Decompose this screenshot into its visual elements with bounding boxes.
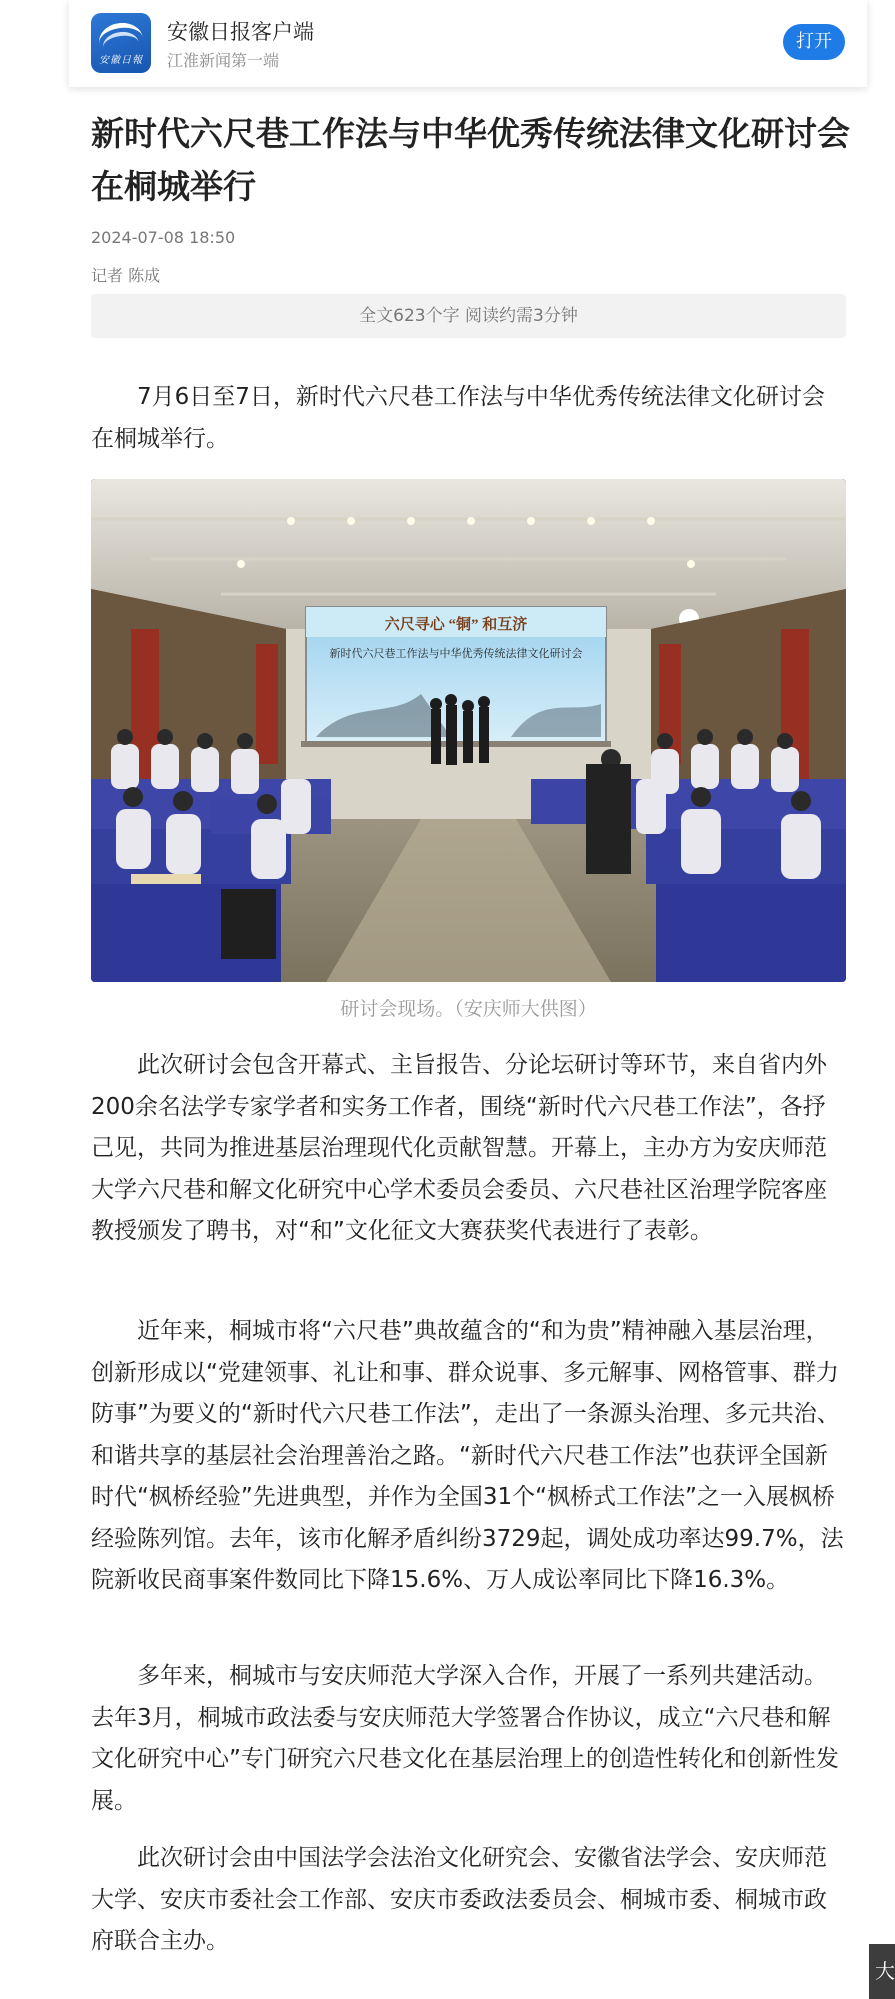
app-download-banner <box>69 0 867 87</box>
screen-subtitle: 新时代六尺巷工作法与中华优秀传统法律文化研讨会 <box>329 648 583 660</box>
photo-caption: 研讨会现场。（安庆师大供图） <box>340 998 597 1020</box>
article-paragraph: 此次研讨会由中国法学会法治文化研究会、安徽省法学会、安庆师范大学、安庆市委社会工作部、安庆市委政法委员会、桐城市委、桐城市政府联合主办。 <box>91 1845 827 1954</box>
open-app-button[interactable]: 打开 <box>783 24 845 60</box>
publish-date: 2024-07-08 18:50 <box>91 228 236 247</box>
app-logo <box>91 13 151 73</box>
app-slogan: 江淮新闻第一端 <box>167 51 280 70</box>
reading-info-bar: 全文623个字 阅读约需3分钟 <box>91 294 846 338</box>
article-paragraph: 此次研讨会包含开幕式、主旨报告、分论坛研讨等环节，来自省内外200余名法学专家学者和实务工作者，围绕“新时代六尺巷工作法”，各抒己见，共同为推进基层治理现代化贡献智慧。开幕上，主办方为安庆师范大学六尺巷和解文化研究中心学术委员会委员、六尺巷社区治理学院客座教授颁发了聘书，对“和”文化征文大赛获奖代表进行了表彰。 <box>91 1052 827 1244</box>
article-paragraph: 近年来，桐城市将“六尺巷”典故蕴含的“和为贵”精神融入基层治理，创新形成以“党建领事、礼让和事、群众说事、多元解事、网格管事、群力防事”为要义的“新时代六尺巷工作法”，走出了一条源头治理、多元共治、和谐共享的基层社会治理善治之路。“新时代六尺巷工作法”也获评全国新时代“枫桥经验”先进典型，并作为全国31个“枫桥式工作法”之一入展枫桥经验陈列馆。去年，该市化解矛盾纠纷3729起，调处成功率达99.7%，法院新收民商事案件数同比下降15.6%、万人成讼率同比下降16.3%。 <box>91 1318 844 1593</box>
font-size-tab[interactable]: 大 <box>869 1944 895 1999</box>
screen-title: 六尺寻心 “铜” 和互济 <box>384 617 528 633</box>
app-name: 安徽日报客户端 <box>167 20 314 44</box>
article-paragraph: 多年来，桐城市与安庆师范大学深入合作，开展了一系列共建活动。去年3月，桐城市政法委与安庆师范大学签署合作协议，成立“六尺巷和解文化研究中心”专门研究六尺巷文化在基层治理上的创造性转化和创新性发展。 <box>91 1663 839 1814</box>
conference-photo <box>91 479 846 982</box>
article-author: 记者 陈成 <box>91 266 161 285</box>
logo-text: 安徽日報 <box>99 55 143 66</box>
article-paragraph: 7月6日至7日，新时代六尺巷工作法与中华优秀传统法律文化研讨会在桐城举行。 <box>91 384 825 452</box>
article-title: 新时代六尺巷工作法与中华优秀传统法律文化研讨会在桐城举行 <box>91 114 850 206</box>
article-photo[interactable] <box>91 479 846 982</box>
